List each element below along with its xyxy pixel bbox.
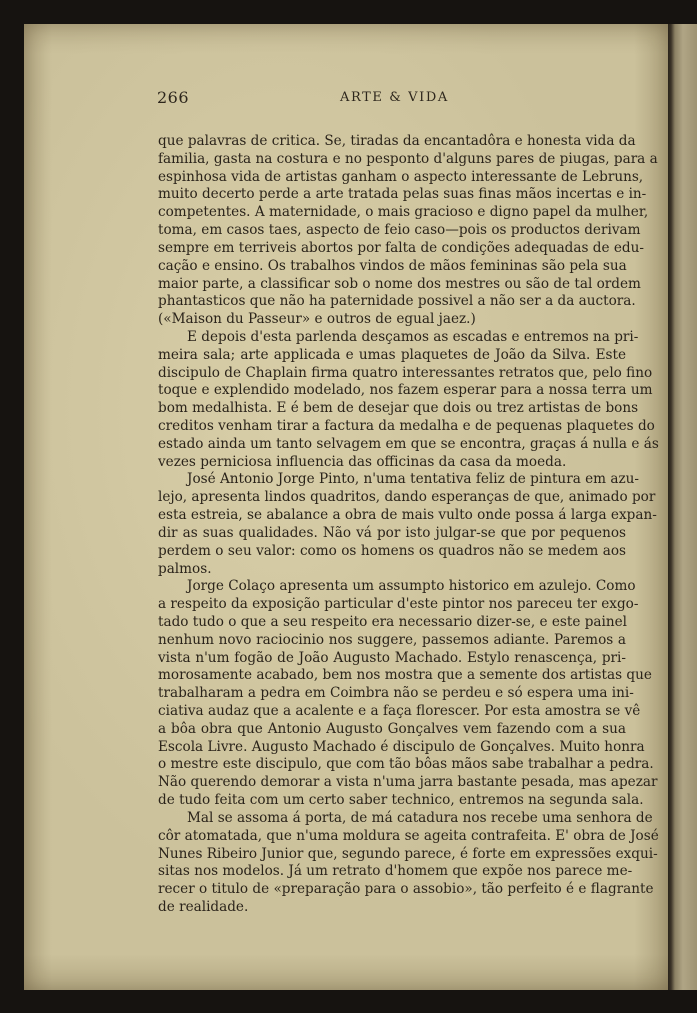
text-line: Escola Livre. Augusto Machado é discipulo de Gonçalves. Muito honra	[158, 738, 645, 755]
text-line: a bôa obra que Antonio Augusto Gonçalves vem fazendo com a sua	[158, 720, 626, 737]
text-line: phantasticos que não ha paternidade possivel a não ser a da auctora.	[158, 293, 636, 310]
text-line: vista n'um fogão de João Augusto Machado. Estylo renascença, pri-	[158, 649, 626, 666]
text-line: familia, gasta na costura e no pesponto d'alguns pares de piugas, para a	[158, 150, 658, 167]
text-line: a respeito da exposição particular d'este pintor nos pareceu ter exgo-	[158, 596, 639, 613]
text-line: palmos.	[158, 560, 212, 577]
text-line: nenhum novo raciocinio nos suggere, passemos adiante. Paremos a	[158, 631, 626, 648]
text-line: sitas nos modelos. Já um retrato d'homem que expõe nos parece me-	[158, 863, 633, 880]
text-line: trabalharam a pedra em Coimbra não se perdeu e só espera uma ini-	[158, 685, 634, 702]
text-line: ciativa audaz que a acalente e a faça florescer. Por esta amostra se vê	[158, 703, 641, 719]
text-line: toma, em casos taes, aspecto de feio caso—pois os productos derivam	[158, 222, 641, 239]
text-line: competentes. A maternidade, o mais gracioso e digno papel da mulher,	[158, 204, 649, 221]
text-line: Jorge Colaço apresenta um assumpto historico em azulejo. Como	[187, 578, 636, 595]
text-line: («Maison du Passeur» e outros de egual jaez.)	[158, 311, 476, 328]
text-line: meira sala; arte applicada e umas plaquetes de João da Silva. Este	[158, 346, 626, 363]
text-line: vezes perniciosa influencia das officinas da casa da moeda.	[158, 453, 567, 470]
text-line: bom medalhista. E é bem de desejar que dois ou trez artistas de bons	[158, 400, 639, 417]
text-line: E depois d'esta parlenda desçamos as escadas e entremos na pri-	[187, 328, 639, 345]
text-line: José Antonio Jorge Pinto, n'uma tentativa feliz de pintura em azu-	[187, 471, 639, 488]
page-number: 266	[157, 88, 190, 107]
text-line: recer o titulo de «preparação para o assobio», tão perfeito é e flagrante	[158, 881, 654, 898]
text-line: estado ainda um tanto selvagem em que se encontra, graças á nulla e ás	[158, 435, 659, 452]
text-line: cação e ensino. Os trabalhos vindos de mãos femininas são pela sua	[158, 257, 627, 274]
text-line: o mestre este discipulo, que com tão bôas mãos sabe trabalhar a pedra.	[158, 756, 654, 773]
book-spine-edge	[668, 24, 697, 990]
text-line: creditos venham tirar a factura da medalha e de pequenas plaquetes do	[158, 418, 655, 434]
text-line: sempre em terriveis abortos por falta de condições adequadas de edu-	[158, 239, 644, 256]
text-line: que palavras de critica. Se, tiradas da encantadôra e honesta vida da	[158, 133, 636, 149]
text-line: lejo, apresenta lindos quadritos, dando esperanças de que, animado por	[158, 489, 656, 506]
text-line: discipulo de Chaplain firma quatro interessantes retratos que, pelo fino	[158, 364, 653, 381]
text-line: maior parte, a classificar sob o nome dos mestres ou são de tal ordem	[158, 275, 641, 292]
text-line: perdem o seu valor: como os homens os quadros não se medem aos	[158, 542, 626, 559]
text-line: Nunes Ribeiro Junior que, segundo parece, é forte em expressões exqui-	[158, 845, 658, 862]
text-line: Mal se assoma á porta, de má catadura nos recebe uma senhora de	[187, 809, 653, 826]
text-line: toque e explendido modelado, nos fazem esperar para a nossa terra um	[158, 382, 653, 399]
text-line: Não querendo demorar a vista n'uma jarra bastante pesada, mas apezar	[158, 774, 658, 791]
text-line: dir as suas qualidades. Não vá por isto julgar-se que por pequenos	[158, 524, 626, 541]
text-line: espinhosa vida de artistas ganham o aspecto interessante de Lebruns,	[158, 168, 644, 185]
text-line: morosamente acabado, bem nos mostra que a semente dos artistas que	[158, 667, 652, 684]
text-line: de tudo feita com um certo saber technico, entremos na segunda sala.	[158, 792, 644, 809]
text-line: de realidade.	[158, 898, 249, 915]
text-line: tado tudo o que a seu respeito era necessario dizer-se, e este painel	[158, 613, 627, 630]
text-line: esta estreia, se abalance a obra de mais vulto onde possa á larga expan-	[158, 507, 657, 524]
text-line: côr atomatada, que n'uma moldura se ageita contrafeita. E' obra de José	[158, 827, 659, 844]
text-line: muito decerto perde a arte tratada pelas suas finas mãos incertas e in-	[158, 186, 647, 203]
running-head: ARTE & VIDA	[340, 90, 449, 105]
body-text	[158, 133, 659, 917]
page-header	[157, 88, 627, 110]
